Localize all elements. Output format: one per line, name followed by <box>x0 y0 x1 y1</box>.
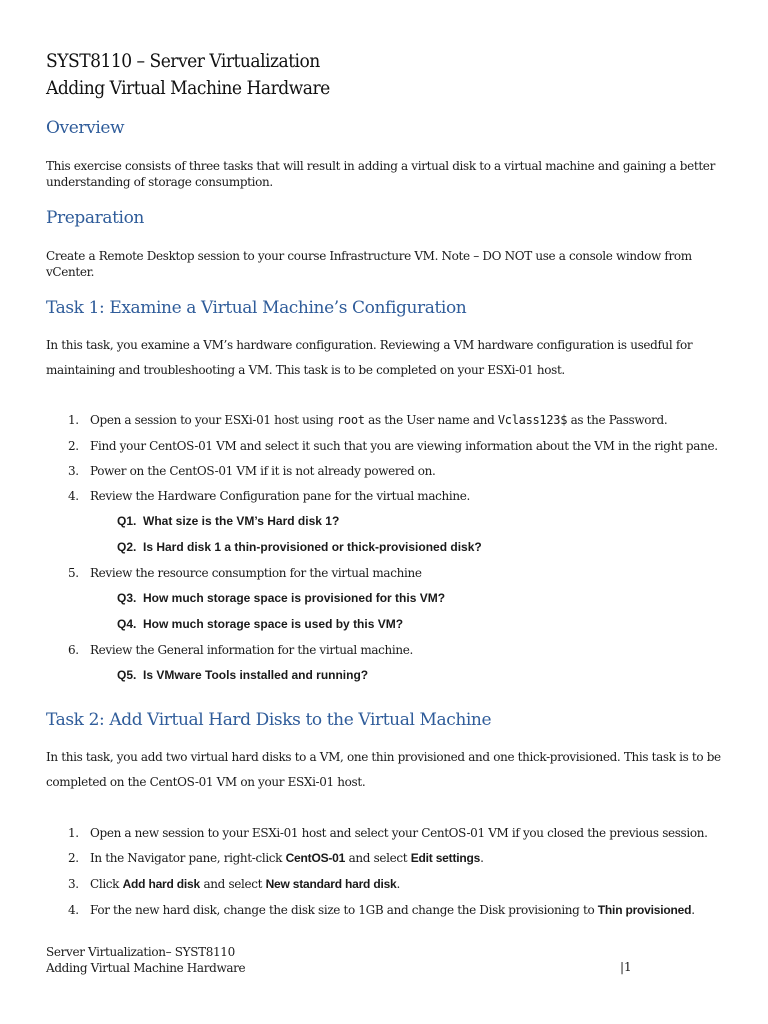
task1-step-4: 4. Review the Hardware Configuration pane for the virtual machine. <box>68 489 470 503</box>
task1-step-2: 2. Find your CentOS-01 VM and select it such that you are viewing information about the VM in the right pane. <box>68 439 718 453</box>
question-q5: Q5. Is VMware Tools installed and running? <box>117 668 369 682</box>
question-q4: Q4. How much storage space is used by this VM? <box>117 617 404 631</box>
new-standard-hard-disk-label: New standard hard disk <box>265 877 397 891</box>
step-number: 4. <box>68 903 79 917</box>
task2-step-1: 1. Open a new session to your ESXi-01 host and select your CentOS-01 VM if you closed the previous session. <box>68 826 708 840</box>
footer-line1: Server Virtualization– SYST8110 <box>46 945 235 959</box>
add-hard-disk-label: Add hard disk <box>122 877 200 891</box>
username-value: root <box>336 413 365 427</box>
task2-step-4: 4. For the new hard disk, change the disk size to 1GB and change the Disk provisioning to Thin provisioned. <box>68 903 695 917</box>
task1-step-3: 3. Power on the CentOS-01 VM if it is not already powered on. <box>68 464 436 478</box>
step-number: 1. <box>68 413 79 427</box>
preparation-heading: Preparation <box>46 208 144 228</box>
question-q2: Q2. Is Hard disk 1 a thin-provisioned or thick-provisioned disk? <box>117 540 482 554</box>
step-number: 6. <box>68 643 79 657</box>
overview-heading: Overview <box>46 118 125 138</box>
task2-step-3: 3. Click Add hard disk and select New standard hard disk. <box>68 877 401 891</box>
task2-heading: Task 2: Add Virtual Hard Disks to the Virtual Machine <box>46 710 492 730</box>
task1-step-1: 1. Open a session to your ESXi-01 host using root as the User name and Vclass123$ as the Password. <box>68 413 668 427</box>
task1-intro: In this task, you examine a VM’s hardware configuration. Reviewing a VM hardware configuration is usedful for maintaining and troubleshooting a VM. This task is to be completed on your ESXi-01 host. <box>46 338 693 377</box>
password-value: Vclass123$ <box>497 413 568 427</box>
overview-text: This exercise consists of three tasks that will result in adding a virtual disk to a virtual machine and gaining a better understanding of storage consumption. <box>46 159 715 189</box>
task1-step-6: 6. Review the General information for the virtual machine. <box>68 643 414 657</box>
preparation-text: Create a Remote Desktop session to your course Infrastructure VM. Note – DO NOT use a console window from vCenter. <box>46 249 692 279</box>
question-q3: Q3. How much storage space is provisioned for this VM? <box>117 591 446 605</box>
footer-line2: Adding Virtual Machine Hardware <box>46 961 246 975</box>
step-number: 4. <box>68 489 79 503</box>
task1-heading: Task 1: Examine a Virtual Machine’s Configuration <box>46 298 467 318</box>
step-number: 5. <box>68 566 79 580</box>
step-number: 2. <box>68 439 79 453</box>
task2-intro: In this task, you add two virtual hard disks to a VM, one thin provisioned and one thick-provisioned. This task is to be completed on the CentOS-01 VM on your ESXi-01 host. <box>46 750 721 789</box>
step-number: 3. <box>68 464 79 478</box>
task2-step-2: 2. In the Navigator pane, right-click CentOS-01 and select Edit settings. <box>68 851 484 865</box>
step-number: 3. <box>68 877 79 891</box>
vm-name: CentOS-01 <box>285 851 346 865</box>
question-q1: Q1. What size is the VM’s Hard disk 1? <box>117 514 340 528</box>
step-number: 1. <box>68 826 79 840</box>
menu-item-edit-settings: Edit settings <box>410 851 481 865</box>
page-number: |1 <box>620 960 632 974</box>
task1-step-5: 5. Review the resource consumption for the virtual machine <box>68 566 422 580</box>
document-title-line1: SYST8110 – Server Virtualization <box>46 50 320 72</box>
document-title-line2: Adding Virtual Machine Hardware <box>46 77 330 99</box>
step-number: 2. <box>68 851 79 865</box>
thin-provisioned-label: Thin provisioned <box>597 903 692 917</box>
